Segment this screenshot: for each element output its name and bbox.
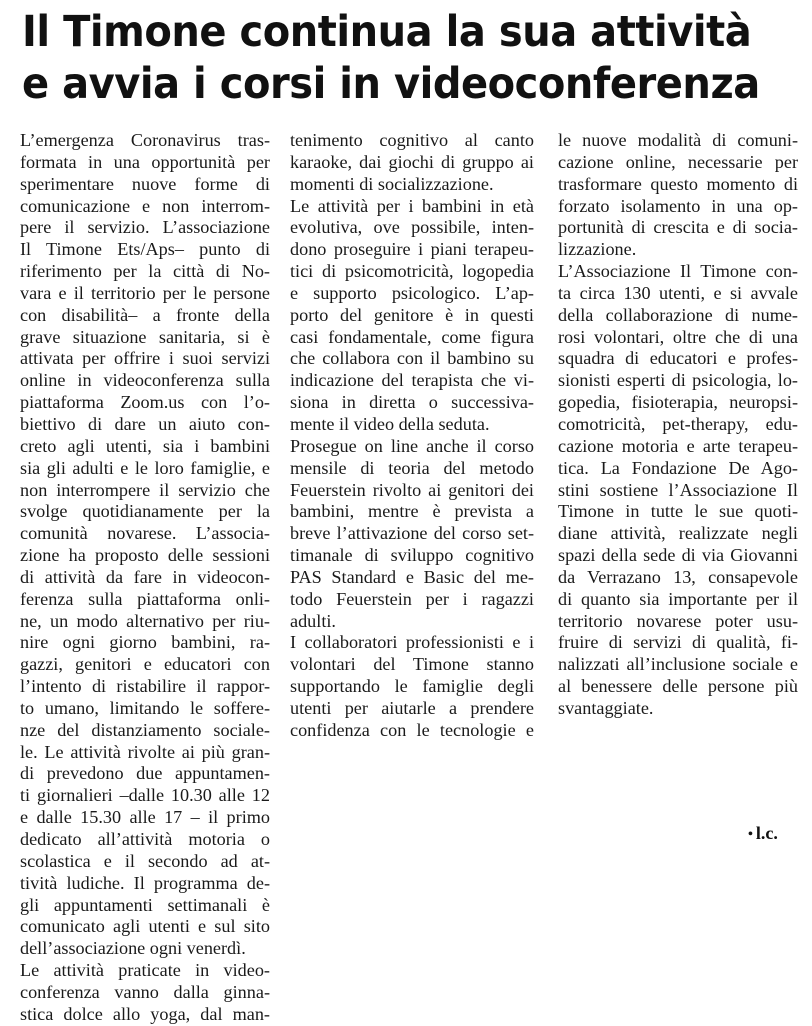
text-line: grave situazione sanitaria, si è — [20, 326, 270, 347]
text-line: squadra di educatori e profes- — [558, 348, 798, 369]
text-line: Feuerstein rivolto ai genitori dei — [290, 479, 534, 500]
text-line: adulti. — [290, 610, 336, 631]
text-line: timanale di sviluppo cognitivo — [290, 545, 534, 566]
text-line: riferimento per la città di No- — [20, 261, 270, 282]
text-line: comunità novarese. L’associa- — [20, 523, 270, 544]
text-line: bambini, mentre è prevista a — [290, 501, 534, 522]
bullet-icon: • — [748, 827, 753, 842]
headline — [22, 6, 760, 110]
text-line: portunità di crescita e di socia- — [558, 217, 798, 238]
author-signature — [748, 822, 778, 846]
text-line: che collabora con il bambino su — [290, 348, 534, 369]
text-line: online in videoconferenza sulla — [20, 370, 270, 391]
text-line: karaoke, dai giochi di gruppo ai — [290, 151, 534, 172]
text-line: gli appuntamenti settimanali è — [20, 894, 270, 915]
text-line: volontari del Timone stanno — [290, 654, 534, 675]
text-line: cazione motoria e arte terapeu- — [558, 435, 798, 456]
text-line: tica. La Fondazione De Ago- — [558, 457, 798, 478]
text-line: Le attività per i bambini in età — [290, 195, 534, 216]
text-line: nze del distanziamento sociale- — [20, 719, 270, 740]
text-line: nire ogni giorno bambini, ra- — [20, 632, 270, 653]
headline-line-1: Il Timone continua la sua attività — [22, 7, 752, 57]
text-line: le. Le attività rivolte ai più gran- — [20, 741, 270, 762]
text-line: tenimento cognitivo al canto — [290, 130, 534, 150]
text-line: conferenza vanno dalla ginna- — [20, 981, 270, 1002]
text-line: stini sostiene l’Associazione Il — [558, 479, 798, 500]
text-line: sionisti esperti di psicologia, lo- — [558, 370, 798, 391]
text-line: biettivo di dare un aiuto con- — [20, 413, 270, 434]
text-line: al benessere delle persone più — [558, 676, 798, 697]
text-line: nalizzati all’inclusione sociale e — [558, 654, 798, 675]
text-line: gazzi, genitori e educatori con — [20, 654, 270, 675]
text-line: ferenza sulla piattaforma onli- — [20, 588, 270, 609]
text-line: mente il video della seduta. — [290, 413, 490, 434]
text-line: formata in una opportunità per — [20, 151, 270, 172]
text-line: Timone in tutte le sue quoti- — [558, 501, 798, 522]
text-line: creto agli utenti, sia i bambini — [20, 435, 270, 456]
text-line: utenti per aiutarle a prendere — [290, 697, 534, 718]
text-line: Le attività praticate in video- — [20, 960, 270, 981]
article-column-2 — [290, 130, 534, 742]
text-line: lizzazione. — [558, 239, 637, 260]
article-column-1 — [20, 130, 270, 1026]
text-line: dono proseguire i piani terapeu- — [290, 239, 534, 260]
text-line: di attività da fare in videocon- — [20, 566, 270, 587]
text-line: scolastica e il secondo ad at- — [20, 850, 270, 871]
text-line: trasformare questo momento di — [558, 173, 798, 194]
text-line: PAS Standard e Basic del me- — [290, 566, 534, 587]
text-line: non interrompere il servizio che — [20, 479, 270, 500]
author-initials: l.c. — [755, 823, 778, 843]
text-line: todo Feuerstein per i ragazzi — [290, 588, 534, 609]
text-line: comunicazione e non interrom- — [20, 195, 270, 216]
text-line: comotricità, pet-therapy, edu- — [558, 413, 798, 434]
text-line: ta circa 130 utenti, e si avvale — [558, 282, 798, 303]
text-line: della collaborazione di nume- — [558, 304, 798, 325]
text-line: cazione online, necessarie per — [558, 151, 798, 172]
text-line: svolge quotidianamente per la — [20, 501, 270, 522]
text-line: diane attività, realizzate negli — [558, 523, 798, 544]
text-line: e supporto psicologico. L’ap- — [290, 282, 534, 303]
text-line: mensile di teoria del metodo — [290, 457, 534, 478]
text-line: L’Associazione Il Timone con- — [558, 261, 798, 282]
text-line: ti giornalieri –dalle 10.30 alle 12 — [20, 785, 270, 806]
text-line: rosi volontari, oltre che di una — [558, 326, 798, 347]
text-line: tività ludiche. Il programma de- — [20, 872, 270, 893]
text-line: tici di psicomotricità, logopedia — [290, 261, 534, 282]
text-line: dedicato all’attività motoria o — [20, 829, 270, 849]
article-column-3 — [558, 130, 798, 720]
text-line: stica dolce allo yoga, dal man- — [20, 1003, 270, 1024]
text-line: sperimentare nuove forme di — [20, 173, 270, 194]
text-line: porto del genitore è in questi — [290, 304, 534, 325]
text-line: casi fondamentale, come figura — [290, 326, 534, 347]
text-line: gopedia, fisioterapia, neuropsi- — [558, 392, 798, 413]
text-line: attivata per offrire i suoi servizi — [20, 348, 270, 369]
text-line: l’intento di ristabilire il rappor- — [20, 676, 270, 697]
text-line: I collaboratori professionisti e i — [290, 632, 534, 653]
text-line: supportando le famiglie degli — [290, 676, 534, 697]
text-line: zione ha proposto delle sessioni — [20, 545, 270, 566]
text-line: dell’associazione ogni venerdì. — [20, 938, 246, 959]
text-line: vara e il territorio per le persone — [20, 282, 270, 303]
text-line: momenti di socializzazione. — [290, 173, 494, 194]
text-line: to umano, limitando le soffere- — [20, 697, 270, 718]
text-line: breve l’attivazione del corso set- — [290, 523, 534, 544]
text-line: confidenza con le tecnologie e — [290, 719, 534, 740]
text-line: L’emergenza Coronavirus tras- — [20, 130, 270, 150]
text-line: fruire di servizi di qualità, fi- — [558, 632, 798, 653]
text-line: indicazione del terapista che vi- — [290, 370, 534, 391]
text-line: svantaggiate. — [558, 697, 654, 718]
text-line: Prosegue on line anche il corso — [290, 435, 534, 456]
text-line: comunicato agli utenti e sul sito — [20, 916, 270, 937]
text-line: le nuove modalità di comuni- — [558, 130, 798, 150]
headline-line-2: e avvia i corsi in videoconferenza — [22, 59, 760, 109]
text-line: Il Timone Ets/Aps– punto di — [20, 239, 270, 260]
text-line: forzato isolamento in una op- — [558, 195, 798, 216]
text-line: sia gli adulti e le loro famiglie, e — [20, 457, 270, 478]
text-line: di quanto sia importante per il — [558, 588, 798, 609]
text-line: siona in diretta o successiva- — [290, 392, 534, 413]
text-line: ne, un modo alternativo per riu- — [20, 610, 270, 631]
text-line: da Verrazano 13, consapevole — [558, 566, 798, 587]
text-line: spazi della sede di via Giovanni — [558, 545, 798, 566]
text-line: di prevedono due appuntamen- — [20, 763, 270, 784]
text-line: pere il servizio. L’associazione — [20, 217, 270, 238]
text-line: piattaforma Zoom.us con l’o- — [20, 392, 270, 413]
text-line: territorio novarese poter usu- — [558, 610, 798, 631]
text-line: con disabilità– a fronte della — [20, 304, 270, 325]
text-line: evolutiva, ove possibile, inten- — [290, 217, 534, 238]
text-line: e dalle 15.30 alle 17 – il primo — [20, 807, 270, 828]
